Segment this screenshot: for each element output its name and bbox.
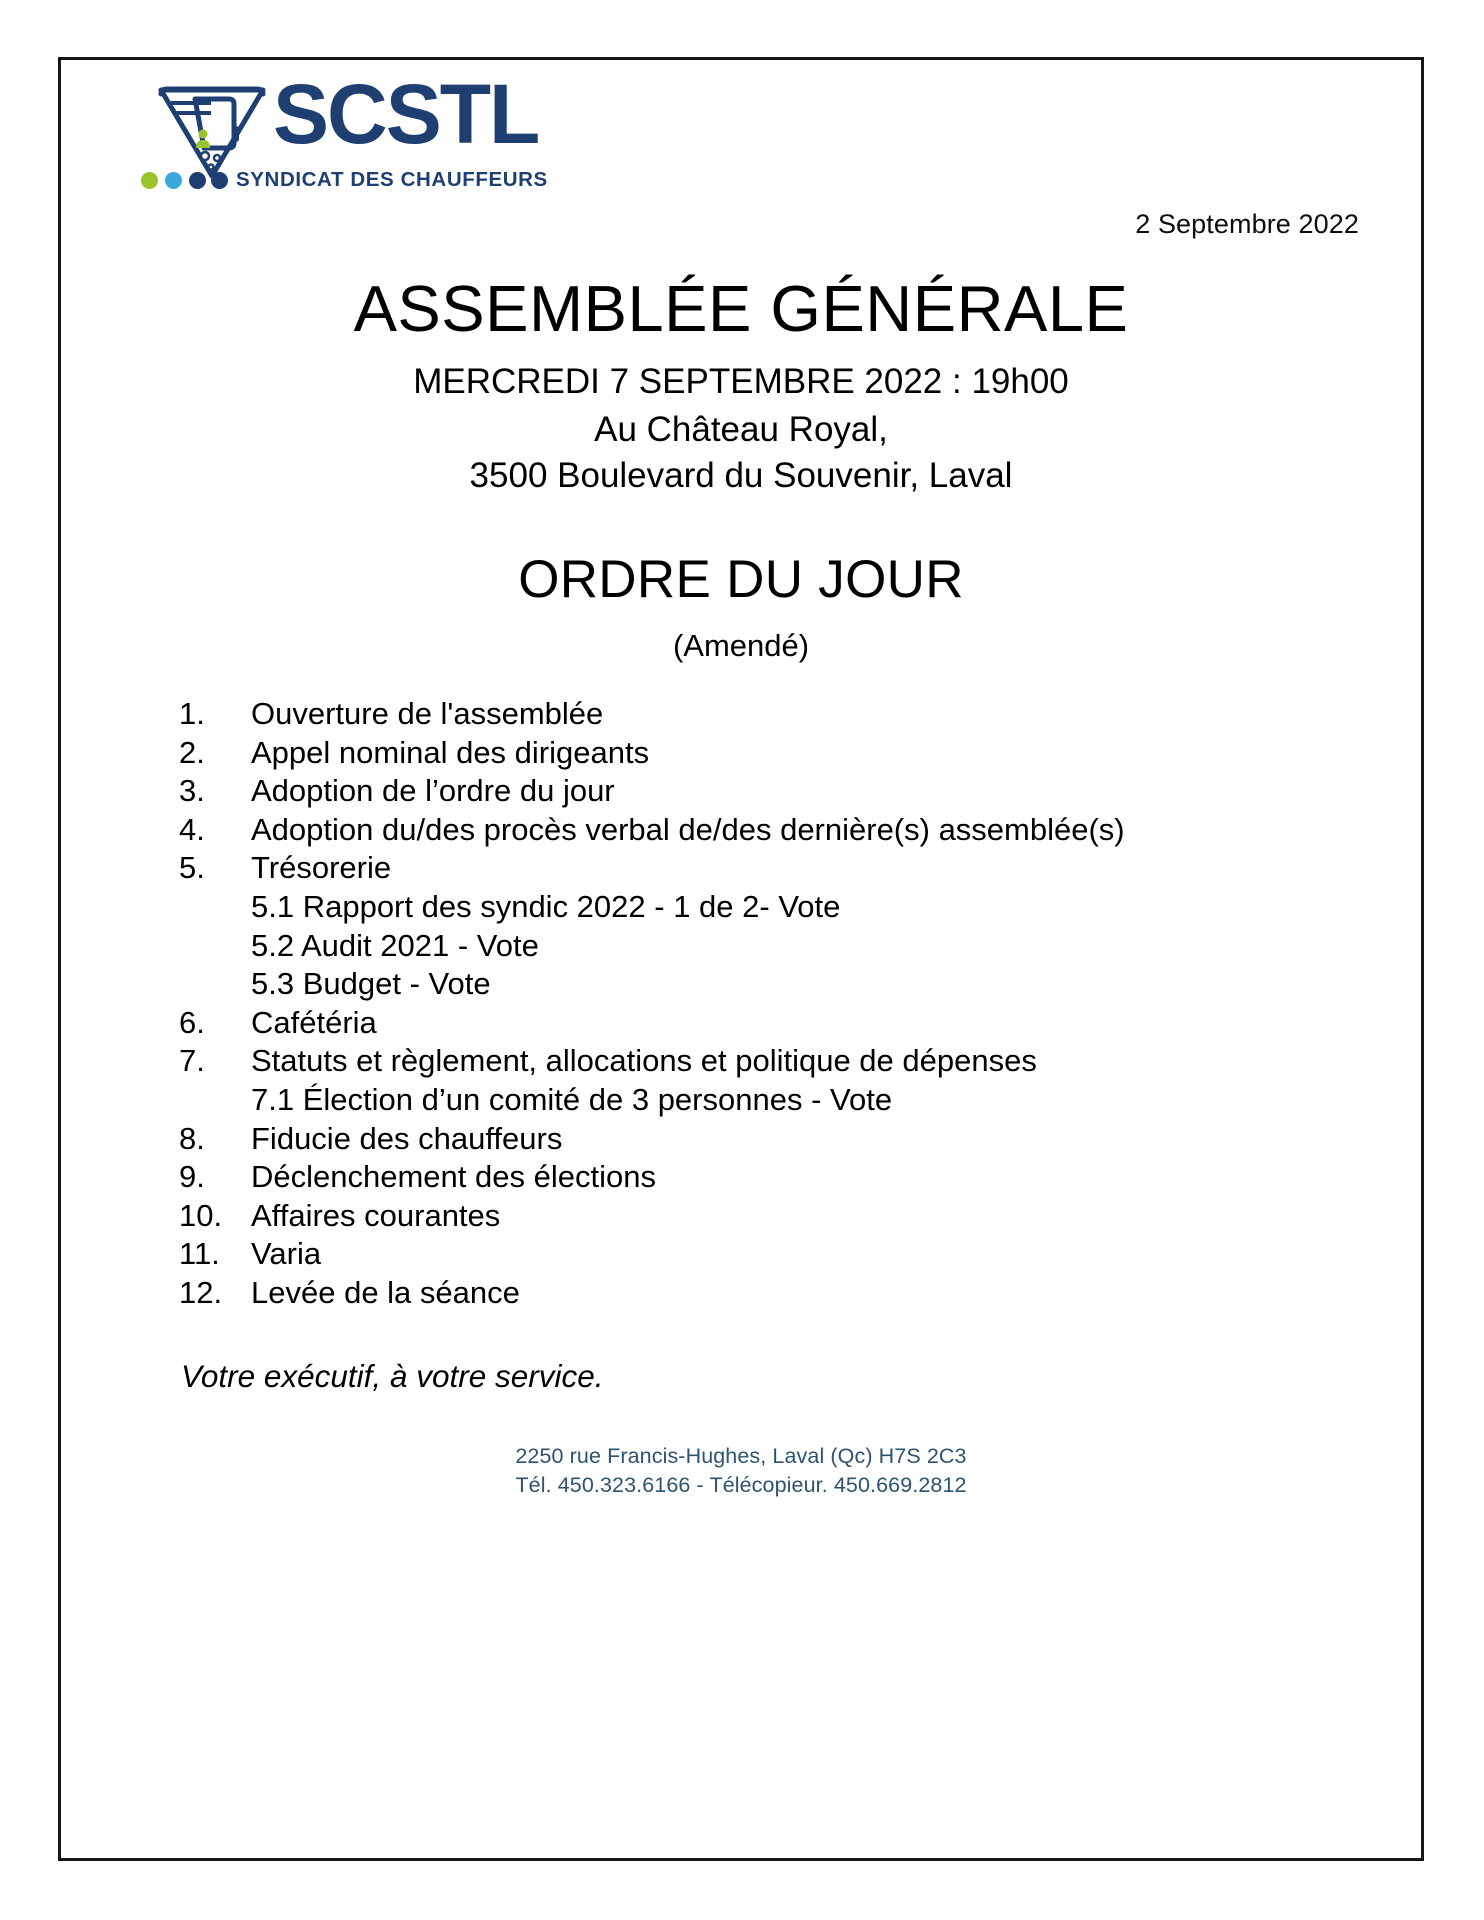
agenda-heading: ORDRE DU JOUR (518, 550, 964, 609)
page-border-frame (58, 57, 1424, 1861)
agenda-item-label: Levée de la séance (251, 1274, 520, 1310)
closing-signature: Votre exécutif, à votre service. (181, 1358, 604, 1394)
agenda-item-label: 7.1 Élection d’un comité de 3 personnes - Vote (251, 1081, 893, 1117)
scstl-logo (93, 67, 548, 204)
agenda-list (179, 697, 1359, 1315)
agenda-item-label: Fiducie des chauffeurs (251, 1120, 563, 1156)
logo-dot-green (141, 172, 158, 189)
page-title: ASSEMBLÉE GÉNÉRALE (353, 272, 1129, 345)
logo-wordmark: SCSTL (273, 67, 539, 161)
agenda-item (179, 1237, 1359, 1276)
agenda-item-label: Statuts et règlement, allocations et politique de dépenses (251, 1043, 1037, 1079)
agenda-item (179, 851, 1359, 890)
agenda-item-label: Cafétéria (251, 1004, 377, 1040)
agenda-item-label: Ouverture de l'assemblée (251, 696, 604, 731)
agenda-item-number: 11. (179, 1236, 220, 1272)
agenda-item-number: 8. (179, 1120, 205, 1156)
meeting-datetime: MERCREDI 7 SEPTEMBRE 2022 : 19h00 (413, 362, 1069, 401)
agenda-item (179, 1276, 1359, 1315)
agenda-item-label: Varia (251, 1236, 322, 1272)
agenda-item-number: 4. (179, 811, 205, 847)
agenda-item-label: Adoption de l’ordre du jour (251, 773, 615, 809)
logo-dot-cyan (165, 172, 182, 189)
footer (61, 1442, 1421, 1500)
footer-address: 2250 rue Francis-Hughes, Laval (Qc) H7S 2C3 (515, 1444, 967, 1468)
logo-tagline: SYNDICAT DES CHAUFFEURS (236, 168, 548, 191)
logo-dot-navy-2 (211, 172, 228, 189)
agenda-subitem (179, 967, 1359, 1006)
agenda-item (179, 736, 1359, 775)
agenda-subitem (179, 929, 1359, 968)
agenda-item-number: 6. (179, 1004, 205, 1040)
agenda-item-label: Appel nominal des dirigeants (251, 734, 650, 770)
agenda-item-number: 3. (179, 773, 205, 809)
agenda-item-number: 10. (179, 1197, 223, 1233)
agenda-item-label: Adoption du/des procès verbal de/des dernière(s) assemblée(s) (251, 811, 1125, 847)
footer-contact: Tél. 450.323.6166 - Télécopieur. 450.669.2812 (515, 1473, 967, 1498)
logo-dot-navy-1 (189, 172, 206, 189)
agenda-item-number: 7. (179, 1043, 205, 1079)
agenda-heading-note: (Amendé) (672, 628, 810, 663)
agenda-item (179, 697, 1359, 736)
agenda-item-label: 5.2 Audit 2021 - Vote (251, 927, 539, 963)
agenda-subitem (179, 890, 1359, 929)
agenda-item (179, 1006, 1359, 1045)
agenda-item-number: 2. (179, 734, 205, 770)
document-date: 2 Septembre 2022 (1135, 209, 1359, 239)
agenda-subitem (179, 1083, 1359, 1122)
agenda-item-number: 5. (179, 850, 205, 886)
agenda-item-label: Affaires courantes (251, 1197, 501, 1233)
agenda-item (179, 1199, 1359, 1238)
agenda-item-number: 1. (179, 696, 205, 731)
agenda-item-label: Déclenchement des élections (251, 1159, 656, 1195)
agenda-item-label: 5.3 Budget - Vote (251, 966, 491, 1002)
meeting-venue: Au Château Royal, (594, 410, 888, 449)
agenda-item-number: 12. (179, 1274, 223, 1310)
logo-tagline-row (141, 168, 548, 192)
agenda-item-label: 5.1 Rapport des syndic 2022 - 1 de 2- Vote (251, 888, 841, 924)
agenda-item (179, 1122, 1359, 1161)
agenda-item-number: 9. (179, 1159, 205, 1195)
meeting-address: 3500 Boulevard du Souvenir, Laval (469, 456, 1013, 495)
agenda-item (179, 774, 1359, 813)
agenda-item (179, 813, 1359, 852)
agenda-item (179, 1044, 1359, 1083)
agenda-item (179, 1160, 1359, 1199)
agenda-item-label: Trésorerie (251, 850, 392, 886)
